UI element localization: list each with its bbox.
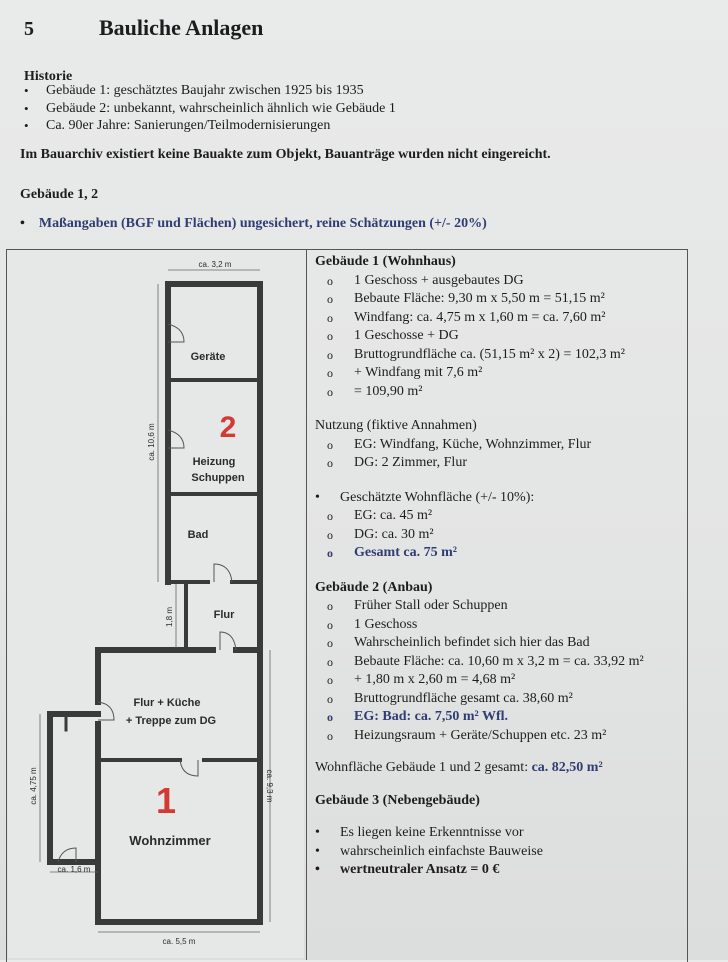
room-label-heizung: Heizung <box>192 456 236 468</box>
geb3-ansatz: • wertneutraler Ansatz = 0 € <box>315 861 685 880</box>
wfl-item: o DG: ca. 30 m² <box>315 526 685 545</box>
nutzung-title: Nutzung (fiktive Annahmen) <box>315 418 477 433</box>
dim-bottom-main-label: ca. 5,5 m <box>162 937 196 946</box>
geb1-item: o Windfang: ca. 4,75 m x 1,60 m = ca. 7,60 m² <box>315 309 685 328</box>
description-column <box>315 253 685 880</box>
geb1-title: Gebäude 1 (Wohnhaus) <box>315 254 456 269</box>
building-2-number: 2 <box>219 411 237 444</box>
wfl-list <box>315 489 685 508</box>
geb1-item: o = 109,90 m² <box>315 383 685 402</box>
wfl-total: o Gesamt ca. 75 m² <box>315 544 685 563</box>
section-number: 5 <box>24 18 34 40</box>
dim-top-label: ca. 3,2 m <box>198 260 232 269</box>
historie-title: Historie <box>24 69 73 84</box>
geb1-item: o 1 Geschoss + ausgebautes DG <box>315 272 685 291</box>
geb2-item: o + 1,80 m x 2,60 m = 4,68 m² <box>315 671 685 690</box>
spacer <box>315 810 685 824</box>
wohnflaeche-value: ca. 82,50 m² <box>531 760 603 775</box>
room-label-wohnzimmer: Wohnzimmer <box>129 833 211 848</box>
floor-plan <box>8 252 304 958</box>
building-1-number: 1 <box>155 780 177 821</box>
geb3-item: • wahrscheinlich einfachste Bauweise <box>315 843 685 862</box>
geb1-item: o + Windfang mit 7,6 m² <box>315 364 685 383</box>
geb2-item: o Früher Stall oder Schuppen <box>315 597 685 616</box>
mass-note: • Maßangaben (BGF und Flächen) ungesichert, reine Schätzungen (+/- 20%) <box>20 216 487 231</box>
gebaeude-heading: Gebäude 1, 2 <box>20 187 99 202</box>
wfl-items <box>315 507 685 563</box>
geb1-item: o 1 Geschosse + DG <box>315 327 685 346</box>
nutzung-item: o DG: 2 Zimmer, Flur <box>315 454 685 473</box>
wohnflaeche-total <box>315 759 685 778</box>
historie-list <box>24 82 704 135</box>
wfl-title: • Geschätzte Wohnfläche (+/- 10%): <box>315 489 685 508</box>
nutzung-item: o EG: Windfang, Küche, Wohnzimmer, Flur <box>315 436 685 455</box>
room-label-flur: Flur <box>213 609 235 621</box>
room-label-geraete: Geräte <box>190 351 226 363</box>
historie-item: • Gebäude 2: unbekannt, wahrscheinlich ähnlich wie Gebäude 1 <box>24 100 704 118</box>
room-label-schuppen: Schuppen <box>191 472 245 484</box>
geb2-title: Gebäude 2 (Anbau) <box>315 579 433 595</box>
geb2-item: o Wahrscheinlich befindet sich hier das Bad <box>315 634 685 653</box>
geb2-item: o Bebaute Fläche: ca. 10,60 m x 3,2 m = ca. 33,92 m² <box>315 653 685 672</box>
spacer <box>315 745 685 759</box>
dim-annex-label: ca. 4,75 m <box>29 767 38 805</box>
geb2-heizung: o Heizungsraum + Geräte/Schuppen etc. 23 m² <box>315 727 685 746</box>
floor-plan-svg <box>8 252 304 958</box>
wfl-item: o EG: ca. 45 m² <box>315 507 685 526</box>
spacer <box>315 473 685 489</box>
geb1-list <box>315 272 685 402</box>
room-label-flur-kueche: Flur + Küche <box>133 697 201 709</box>
dim-flur-label: 1,8 m <box>165 606 174 628</box>
historie-item: • Gebäude 1: geschätztes Baujahr zwischen 1925 bis 1935 <box>24 82 704 100</box>
wohnflaeche-text: Wohnfläche Gebäude 1 und 2 gesamt: <box>315 760 532 775</box>
spacer <box>315 563 685 579</box>
mass-note-text: Maßangaben (BGF und Flächen) ungesichert, reine Schätzungen (+/- 20%) <box>38 216 487 231</box>
geb2-item: o 1 Geschoss <box>315 616 685 635</box>
geb3-item: • Es liegen keine Erkenntnisse vor <box>315 824 685 843</box>
room-label-treppe: + Treppe zum DG <box>125 715 217 727</box>
historie-item: • Ca. 90er Jahre: Sanierungen/Teilmodernisierungen <box>24 117 704 135</box>
room-label-bad: Bad <box>187 529 209 541</box>
geb2-list <box>315 597 685 745</box>
nutzung-list <box>315 436 685 473</box>
geb2-item: o Bruttogrundfläche gesamt ca. 38,60 m² <box>315 690 685 709</box>
column-divider <box>306 249 307 960</box>
dim-right-main-label: ca. 9,3 m <box>265 769 274 803</box>
dim-annex-bottom-label: ca. 1,6 m <box>57 865 91 874</box>
section-title: Bauliche Anlagen <box>99 15 264 40</box>
spacer <box>315 401 685 417</box>
geb3-title: Gebäude 3 (Nebengebäude) <box>315 792 480 808</box>
dim-left-tall-label: ca. 10,6 m <box>147 423 156 461</box>
geb1-item: o Bebaute Fläche: 9,30 m x 5,50 m = 51,15 m² <box>315 290 685 309</box>
geb1-item: o Bruttogrundfläche ca. (51,15 m² x 2) = 102,3 m² <box>315 346 685 365</box>
geb2-bad: o EG: Bad: ca. 7,50 m² Wfl. <box>315 708 685 727</box>
geb3-list <box>315 824 685 880</box>
spacer <box>315 778 685 792</box>
archive-note: Im Bauarchiv existiert keine Bauakte zum Objekt, Bauanträge wurden nicht eingereicht. <box>20 147 551 162</box>
